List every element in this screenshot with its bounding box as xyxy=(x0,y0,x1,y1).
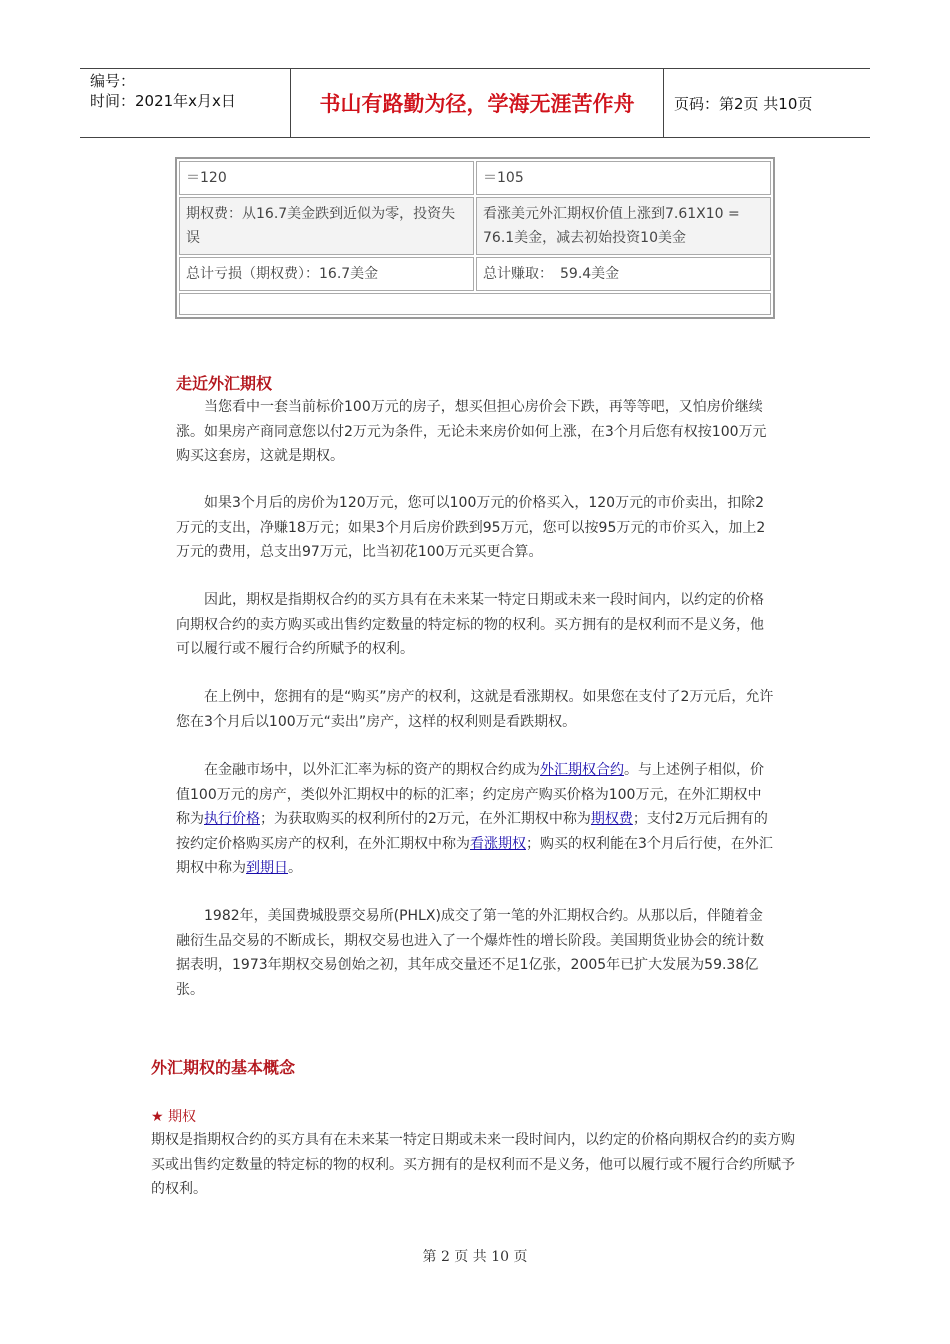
table-cell: 期权费：从16.7美金跌到近似为零，投资失误 xyxy=(179,197,474,255)
paragraph-text: 在金融市场中，以外汇汇率为标的资产的期权合约成为 xyxy=(204,762,540,778)
doc-date: 时间：2021年x月x日 xyxy=(90,92,236,110)
paragraph: 当您看中一套当前标价100万元的房子，想买但担心房价会下跌，再等等吧，又怕房价继续涨。如果房产商同意您以付2万元为条件，无论未来房价如何上涨，在3个月后您有权按100万元购买这套房，这就是期权。 xyxy=(176,399,767,464)
table-row xyxy=(179,197,771,255)
table-cell-empty xyxy=(179,293,771,315)
paragraph: 期权是指期权合约的买方具有在未来某一特定日期或未来一段时间内，以约定的价格向期权合约的卖方购买或出售约定数量的特定标的物的权利。买方拥有的是权利而不是义务，他可以履行或不履行合约所赋予的权利。 xyxy=(151,1132,795,1197)
table-row xyxy=(179,161,771,195)
paragraph-text: ；支付2万元后拥有的按约定价格购买房产的权利，在外汇期权中称为 xyxy=(176,811,768,852)
paragraph: 因此，期权是指期权合约的买方具有在未来某一特定日期或未来一段时间内，以约定的价格向期权合约的卖方购买或出售约定数量的特定标的物的权利。买方拥有的是权利而不是义务，他可以履行或不履行合约所赋予的权利。 xyxy=(176,592,764,657)
paragraph-text: 。与上述例子相似，价值100万元的房产，类似外汇期权中的标的汇率；约定房产购买价格为100万元，在外汇期权中称为 xyxy=(176,762,764,827)
paragraph-text: ；购买的权利能在3个月后行使，在外汇期权中称为 xyxy=(176,835,773,876)
header-page-code: 页码：第2页 共10页 xyxy=(674,94,813,113)
link-option-premium[interactable]: 期权费 xyxy=(590,811,633,827)
table-cell: 看涨美元外汇期权价值上涨到7.61X10 = 76.1美金，减去初始投资10美金 xyxy=(476,197,771,255)
table-row-empty xyxy=(179,293,771,315)
comparison-table xyxy=(175,157,775,319)
paragraph: 1982年，美国费城股票交易所(PHLX)成交了第一笔的外汇期权合约。从那以后，伴随着金融衍生品交易的不断成长，期权交易也进入了一个爆炸性的增长阶段。美国期货业协会的统计数据表明，1973年期权交易创始之初，其年成交量还不足1亿张，2005年已扩大发展为59.38亿张。 xyxy=(176,908,764,998)
header-meta xyxy=(80,69,291,137)
paragraph: 在上例中，您拥有的是“购买”房产的权利，这就是看涨期权。如果您在支付了2万元后，允许您在3个月后以100万元“卖出”房产，这样的权利则是看跌期权。 xyxy=(176,689,774,730)
section-title: 外汇期权的基本概念 xyxy=(151,1058,296,1077)
link-expiry-date[interactable]: 到期日 xyxy=(246,860,288,876)
section-title: 走近外汇期权 xyxy=(176,374,273,393)
header-motto: 书山有路勤为径，学海无涯苦作舟 xyxy=(291,69,664,137)
subsection-heading: ★ 期权 xyxy=(151,1109,197,1125)
table-cell: 总计赚取： 59.4美金 xyxy=(476,257,771,291)
paragraph-with-links xyxy=(176,758,774,881)
page-header xyxy=(80,68,870,138)
paragraph: 如果3个月后的房价为120万元，您可以100万元的价格买入，120万元的市价卖出，扣除2万元的支出，净赚18万元；如果3个月后房价跌到95万元，您可以按95万元的市价买入，加上2万元的费用，总支出97万元，比当初花100万元买更合算。 xyxy=(176,495,766,560)
page-footer: 第 2 页 共 10 页 xyxy=(422,1249,528,1265)
link-strike-price[interactable]: 执行价格 xyxy=(204,811,260,827)
table-cell: ＝120 xyxy=(179,161,474,195)
table-cell: ＝105 xyxy=(476,161,771,195)
link-fx-option-contract[interactable]: 外汇期权合约 xyxy=(540,762,624,778)
table-cell: 总计亏损（期权费）：16.7美金 xyxy=(179,257,474,291)
paragraph-text: ；为获取购买的权利所付的2万元，在外汇期权中称为 xyxy=(260,811,591,827)
table-row xyxy=(179,257,771,291)
link-call-option[interactable]: 看涨期权 xyxy=(470,835,526,852)
paragraph-text: 。 xyxy=(288,860,302,876)
doc-code-label: 编号： xyxy=(90,72,136,90)
